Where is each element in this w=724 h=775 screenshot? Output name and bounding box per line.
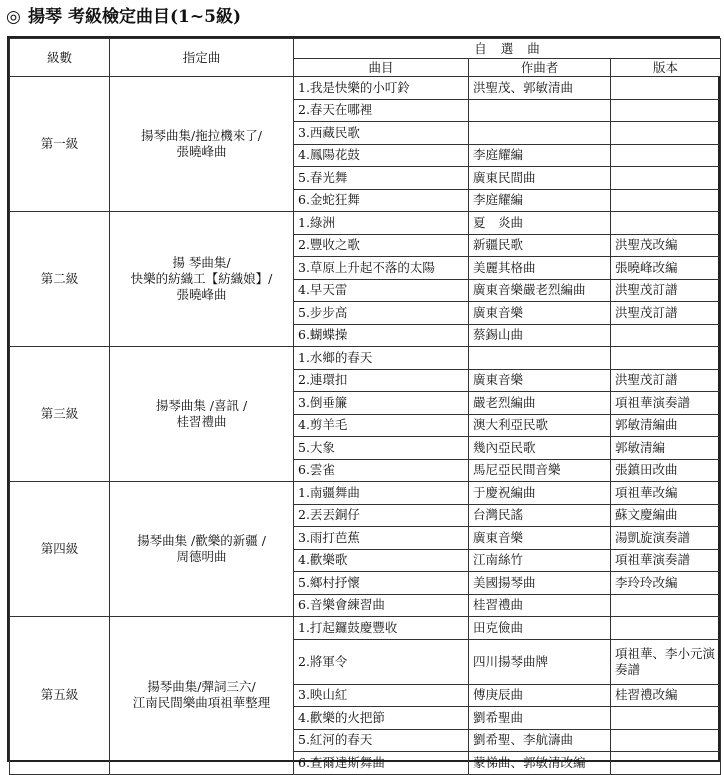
composer-cell: 美麗其格曲	[469, 257, 611, 280]
composer-cell: 于慶祝編曲	[469, 482, 611, 505]
table-row	[10, 77, 721, 100]
table-row	[10, 617, 721, 640]
designated-piece-cell	[110, 77, 294, 212]
composer-cell: 劉希聖、李航濤曲	[469, 729, 611, 752]
composer-cell: 夏 炎曲	[469, 212, 611, 235]
self-selected-char: 曲	[527, 40, 540, 56]
title-heading: 考級檢定曲目(1~5級)	[68, 7, 241, 27]
composer-cell: 澳大利亞民歌	[469, 414, 611, 437]
composer-cell: 李庭耀編	[469, 189, 611, 212]
piece-cell: 2.丟丟銅仔	[294, 504, 469, 527]
repertoire-table-frame	[7, 36, 720, 770]
edition-cell: 湯凱旋演奏譜	[611, 527, 721, 550]
composer-cell: 蒙悌曲、郭敏清改編	[469, 752, 611, 775]
table-row	[10, 482, 721, 505]
designated-piece-line: 張曉峰曲	[176, 144, 227, 159]
composer-cell	[469, 347, 611, 370]
designated-piece-line: 快樂的紡織工【紡織娘】/	[130, 271, 273, 286]
piece-cell: 5.鄉村抒懷	[294, 572, 469, 595]
composer-cell: 四川揚琴曲牌	[469, 639, 611, 684]
composer-cell: 江南絲竹	[469, 549, 611, 572]
edition-cell	[611, 617, 721, 640]
designated-piece-line: 揚琴曲集 /歡樂的新疆 /	[137, 533, 266, 548]
piece-cell: 2.連環扣	[294, 369, 469, 392]
level-cell: 第四級	[10, 482, 110, 617]
composer-cell: 嚴老烈編曲	[469, 392, 611, 415]
composer-header: 作曲者	[469, 59, 611, 77]
self-selected-char: 自	[474, 40, 487, 56]
edition-cell: 郭敏清編	[611, 437, 721, 460]
piece-cell: 6.金蛇狂舞	[294, 189, 469, 212]
piece-cell: 1.綠洲	[294, 212, 469, 235]
designated-piece-cell	[110, 347, 294, 482]
edition-cell: 項祖華改編	[611, 482, 721, 505]
level-cell: 第三級	[10, 347, 110, 482]
title-instrument: 揚琴	[28, 7, 62, 27]
designated-piece-line: 揚 琴曲集/	[172, 255, 231, 270]
composer-cell: 新疆民歌	[469, 234, 611, 257]
designated-piece-line: 揚琴曲集 /喜訊 /	[155, 398, 248, 413]
level-cell: 第二級	[10, 212, 110, 347]
edition-cell	[611, 752, 721, 775]
composer-cell: 廣東音樂	[469, 302, 611, 325]
composer-cell: 幾內亞民歌	[469, 437, 611, 460]
piece-cell: 2.豐收之歌	[294, 234, 469, 257]
composer-cell	[469, 122, 611, 145]
edition-cell	[611, 347, 721, 370]
piece-cell: 5.步步高	[294, 302, 469, 325]
self-selected-char: 選	[500, 40, 514, 56]
composer-cell: 廣東音樂	[469, 527, 611, 550]
page-title	[6, 3, 241, 31]
piece-cell: 6.音樂會練習曲	[294, 594, 469, 617]
composer-cell: 美國揚琴曲	[469, 572, 611, 595]
edition-cell: 郭敏清編曲	[611, 414, 721, 437]
piece-cell: 4.早天雷	[294, 279, 469, 302]
piece-cell: 6.查爾達斯舞曲	[294, 752, 469, 775]
edition-cell	[611, 122, 721, 145]
piece-cell: 1.我是快樂的小叮鈴	[294, 77, 469, 100]
edition-cell: 洪聖茂訂譜	[611, 279, 721, 302]
edition-cell	[611, 144, 721, 167]
designated-piece-cell	[110, 212, 294, 347]
composer-cell: 廣東音樂	[469, 369, 611, 392]
composer-cell: 桂習禮曲	[469, 594, 611, 617]
edition-cell: 桂習禮改編	[611, 684, 721, 707]
composer-cell	[469, 99, 611, 122]
edition-cell: 李玲玲改編	[611, 572, 721, 595]
edition-cell: 蘇文慶編曲	[611, 504, 721, 527]
piece-cell: 1.打起鑼鼓慶豐收	[294, 617, 469, 640]
edition-cell: 洪聖茂訂譜	[611, 369, 721, 392]
piece-cell: 6.蝴蝶操	[294, 324, 469, 347]
designated-piece-line: 桂習禮曲	[176, 414, 227, 429]
edition-cell	[611, 594, 721, 617]
composer-cell: 傅庚辰曲	[469, 684, 611, 707]
table-row	[10, 212, 721, 235]
edition-cell	[611, 707, 721, 730]
piece-cell: 4.歡樂的火把節	[294, 707, 469, 730]
edition-cell	[611, 729, 721, 752]
piece-cell: 5.紅河的春天	[294, 729, 469, 752]
edition-cell	[611, 189, 721, 212]
composer-cell: 台灣民謠	[469, 504, 611, 527]
edition-cell: 張鎮田改曲	[611, 459, 721, 482]
edition-cell: 張曉峰改編	[611, 257, 721, 280]
designated-piece-line: 揚琴曲集/彈詞三六/	[147, 679, 256, 695]
edition-cell: 洪聖茂訂譜	[611, 302, 721, 325]
piece-cell: 4.剪羊毛	[294, 414, 469, 437]
piece-cell: 2.將軍令	[294, 639, 469, 684]
composer-cell: 馬尼亞民間音樂	[469, 459, 611, 482]
designated-piece-line: 周德明曲	[176, 549, 227, 564]
designated-header: 指定曲	[110, 39, 294, 77]
piece-header: 曲目	[294, 59, 469, 77]
edition-cell	[611, 167, 721, 190]
piece-cell: 5.春光舞	[294, 167, 469, 190]
designated-piece-cell	[110, 617, 294, 775]
designated-piece-line: 張曉峰曲	[176, 287, 227, 302]
piece-cell: 6.雲雀	[294, 459, 469, 482]
designated-piece-line: 揚琴曲集/拖拉機來了/	[141, 128, 262, 143]
piece-cell: 3.映山紅	[294, 684, 469, 707]
edition-header: 版本	[611, 59, 721, 77]
composer-cell: 李庭耀編	[469, 144, 611, 167]
edition-cell: 項祖華演奏譜	[611, 549, 721, 572]
edition-cell	[611, 77, 721, 100]
self-selected-header	[294, 39, 721, 59]
edition-cell	[611, 212, 721, 235]
piece-cell: 3.草原上升起不落的太陽	[294, 257, 469, 280]
bullseye-icon: ◎	[6, 7, 21, 27]
table-body	[10, 77, 721, 775]
edition-cell: 洪聖茂改編	[611, 234, 721, 257]
edition-cell	[611, 324, 721, 347]
piece-cell: 2.春天在哪裡	[294, 99, 469, 122]
composer-cell: 廣東民間曲	[469, 167, 611, 190]
piece-cell: 3.雨打芭蕉	[294, 527, 469, 550]
edition-cell: 項祖華、李小元演奏譜	[611, 639, 721, 684]
edition-cell: 項祖華演奏譜	[611, 392, 721, 415]
edition-cell	[611, 99, 721, 122]
piece-cell: 3.西藏民歌	[294, 122, 469, 145]
piece-cell: 4.歡樂歌	[294, 549, 469, 572]
repertoire-table	[9, 38, 721, 775]
composer-cell: 蔡錫山曲	[469, 324, 611, 347]
piece-cell: 4.鳳陽花鼓	[294, 144, 469, 167]
level-cell: 第五級	[10, 617, 110, 775]
designated-piece-line: 江南民間樂曲項祖華整理	[132, 695, 271, 711]
piece-cell: 1.南疆舞曲	[294, 482, 469, 505]
level-header: 級數	[10, 39, 110, 77]
piece-cell: 5.大象	[294, 437, 469, 460]
level-cell: 第一級	[10, 77, 110, 212]
composer-cell: 洪聖茂、郭敏清曲	[469, 77, 611, 100]
table-row	[10, 347, 721, 370]
composer-cell: 田克儉曲	[469, 617, 611, 640]
designated-piece-cell	[110, 482, 294, 617]
piece-cell: 1.水鄉的春天	[294, 347, 469, 370]
composer-cell: 劉希聖曲	[469, 707, 611, 730]
piece-cell: 3.倒垂簾	[294, 392, 469, 415]
composer-cell: 廣東音樂嚴老烈編曲	[469, 279, 611, 302]
